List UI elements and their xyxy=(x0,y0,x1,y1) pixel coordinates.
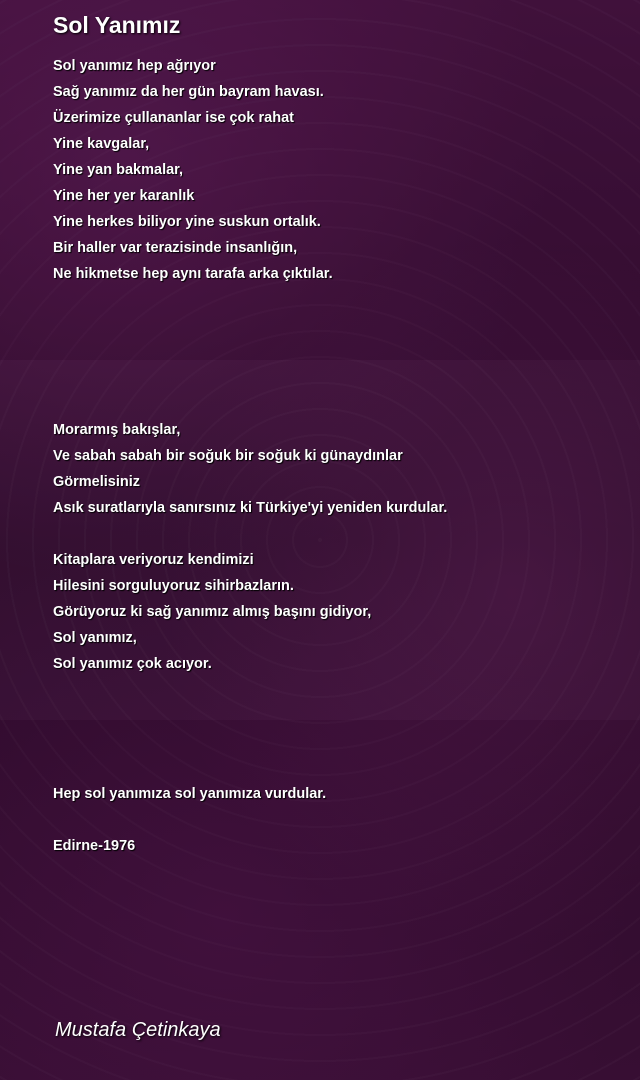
stanza-gap xyxy=(53,729,613,755)
poem-line: Hep sol yanımıza sol yanımıza vurdular. xyxy=(53,786,327,802)
poem-line: Yine yan bakmalar, xyxy=(53,162,184,178)
stanza-gap xyxy=(53,807,613,833)
stanza xyxy=(53,417,613,521)
poem-line: Hilesini sorguluyoruz sihirbazların. xyxy=(53,578,294,594)
stanza-gap xyxy=(53,391,613,417)
poem-line: Ve sabah sabah bir soğuk bir soğuk ki günaydınlar xyxy=(53,448,403,464)
poem-body xyxy=(53,53,613,859)
stanza xyxy=(53,53,613,287)
poem-line: Üzerimize çullananlar ise çok rahat xyxy=(53,110,294,126)
poem-line: Kitaplara veriyoruz kendimizi xyxy=(53,552,254,568)
stanza xyxy=(53,833,613,859)
stanza-gap xyxy=(53,365,613,391)
poem-line: Ne hikmetse hep aynı tarafa arka çıktılar. xyxy=(53,266,333,282)
poem-line: Yine herkes biliyor yine suskun ortalık. xyxy=(53,214,321,230)
stanza-gap xyxy=(53,703,613,729)
poem-line: Morarmış bakışlar, xyxy=(53,422,181,438)
poem-line: Yine her yer karanlık xyxy=(53,188,195,204)
poem-line: Sol yanımız çok acıyor. xyxy=(53,656,212,672)
poem-line: Yine kavgalar, xyxy=(53,136,150,152)
poem-line: Sol yanımız, xyxy=(53,630,137,646)
poem-place-date: Edirne-1976 xyxy=(53,838,136,854)
stanza-gap xyxy=(53,521,613,547)
stanza-gap xyxy=(53,339,613,365)
stanza-gap xyxy=(53,755,613,781)
poem-line: Görüyoruz ki sağ yanımız almış başını gidiyor, xyxy=(53,604,372,620)
poem-line: Sağ yanımız da her gün bayram havası. xyxy=(53,84,324,100)
stanza xyxy=(53,781,613,807)
stanza xyxy=(53,547,613,677)
poem-line: Sol yanımız hep ağrıyor xyxy=(53,58,216,74)
poem-line: Asık suratlarıyla sanırsınız ki Türkiye'yi yeniden kurdular. xyxy=(53,500,448,516)
poem-author: Mustafa Çetinkaya xyxy=(55,1019,221,1041)
poem-line: Görmelisiniz xyxy=(53,474,141,490)
stanza-gap xyxy=(53,313,613,339)
stanza-gap xyxy=(53,677,613,703)
poem-title: Sol Yanımız xyxy=(53,12,181,38)
poem-line: Bir haller var terazisinde insanlığın, xyxy=(53,240,298,256)
stanza-gap xyxy=(53,287,613,313)
